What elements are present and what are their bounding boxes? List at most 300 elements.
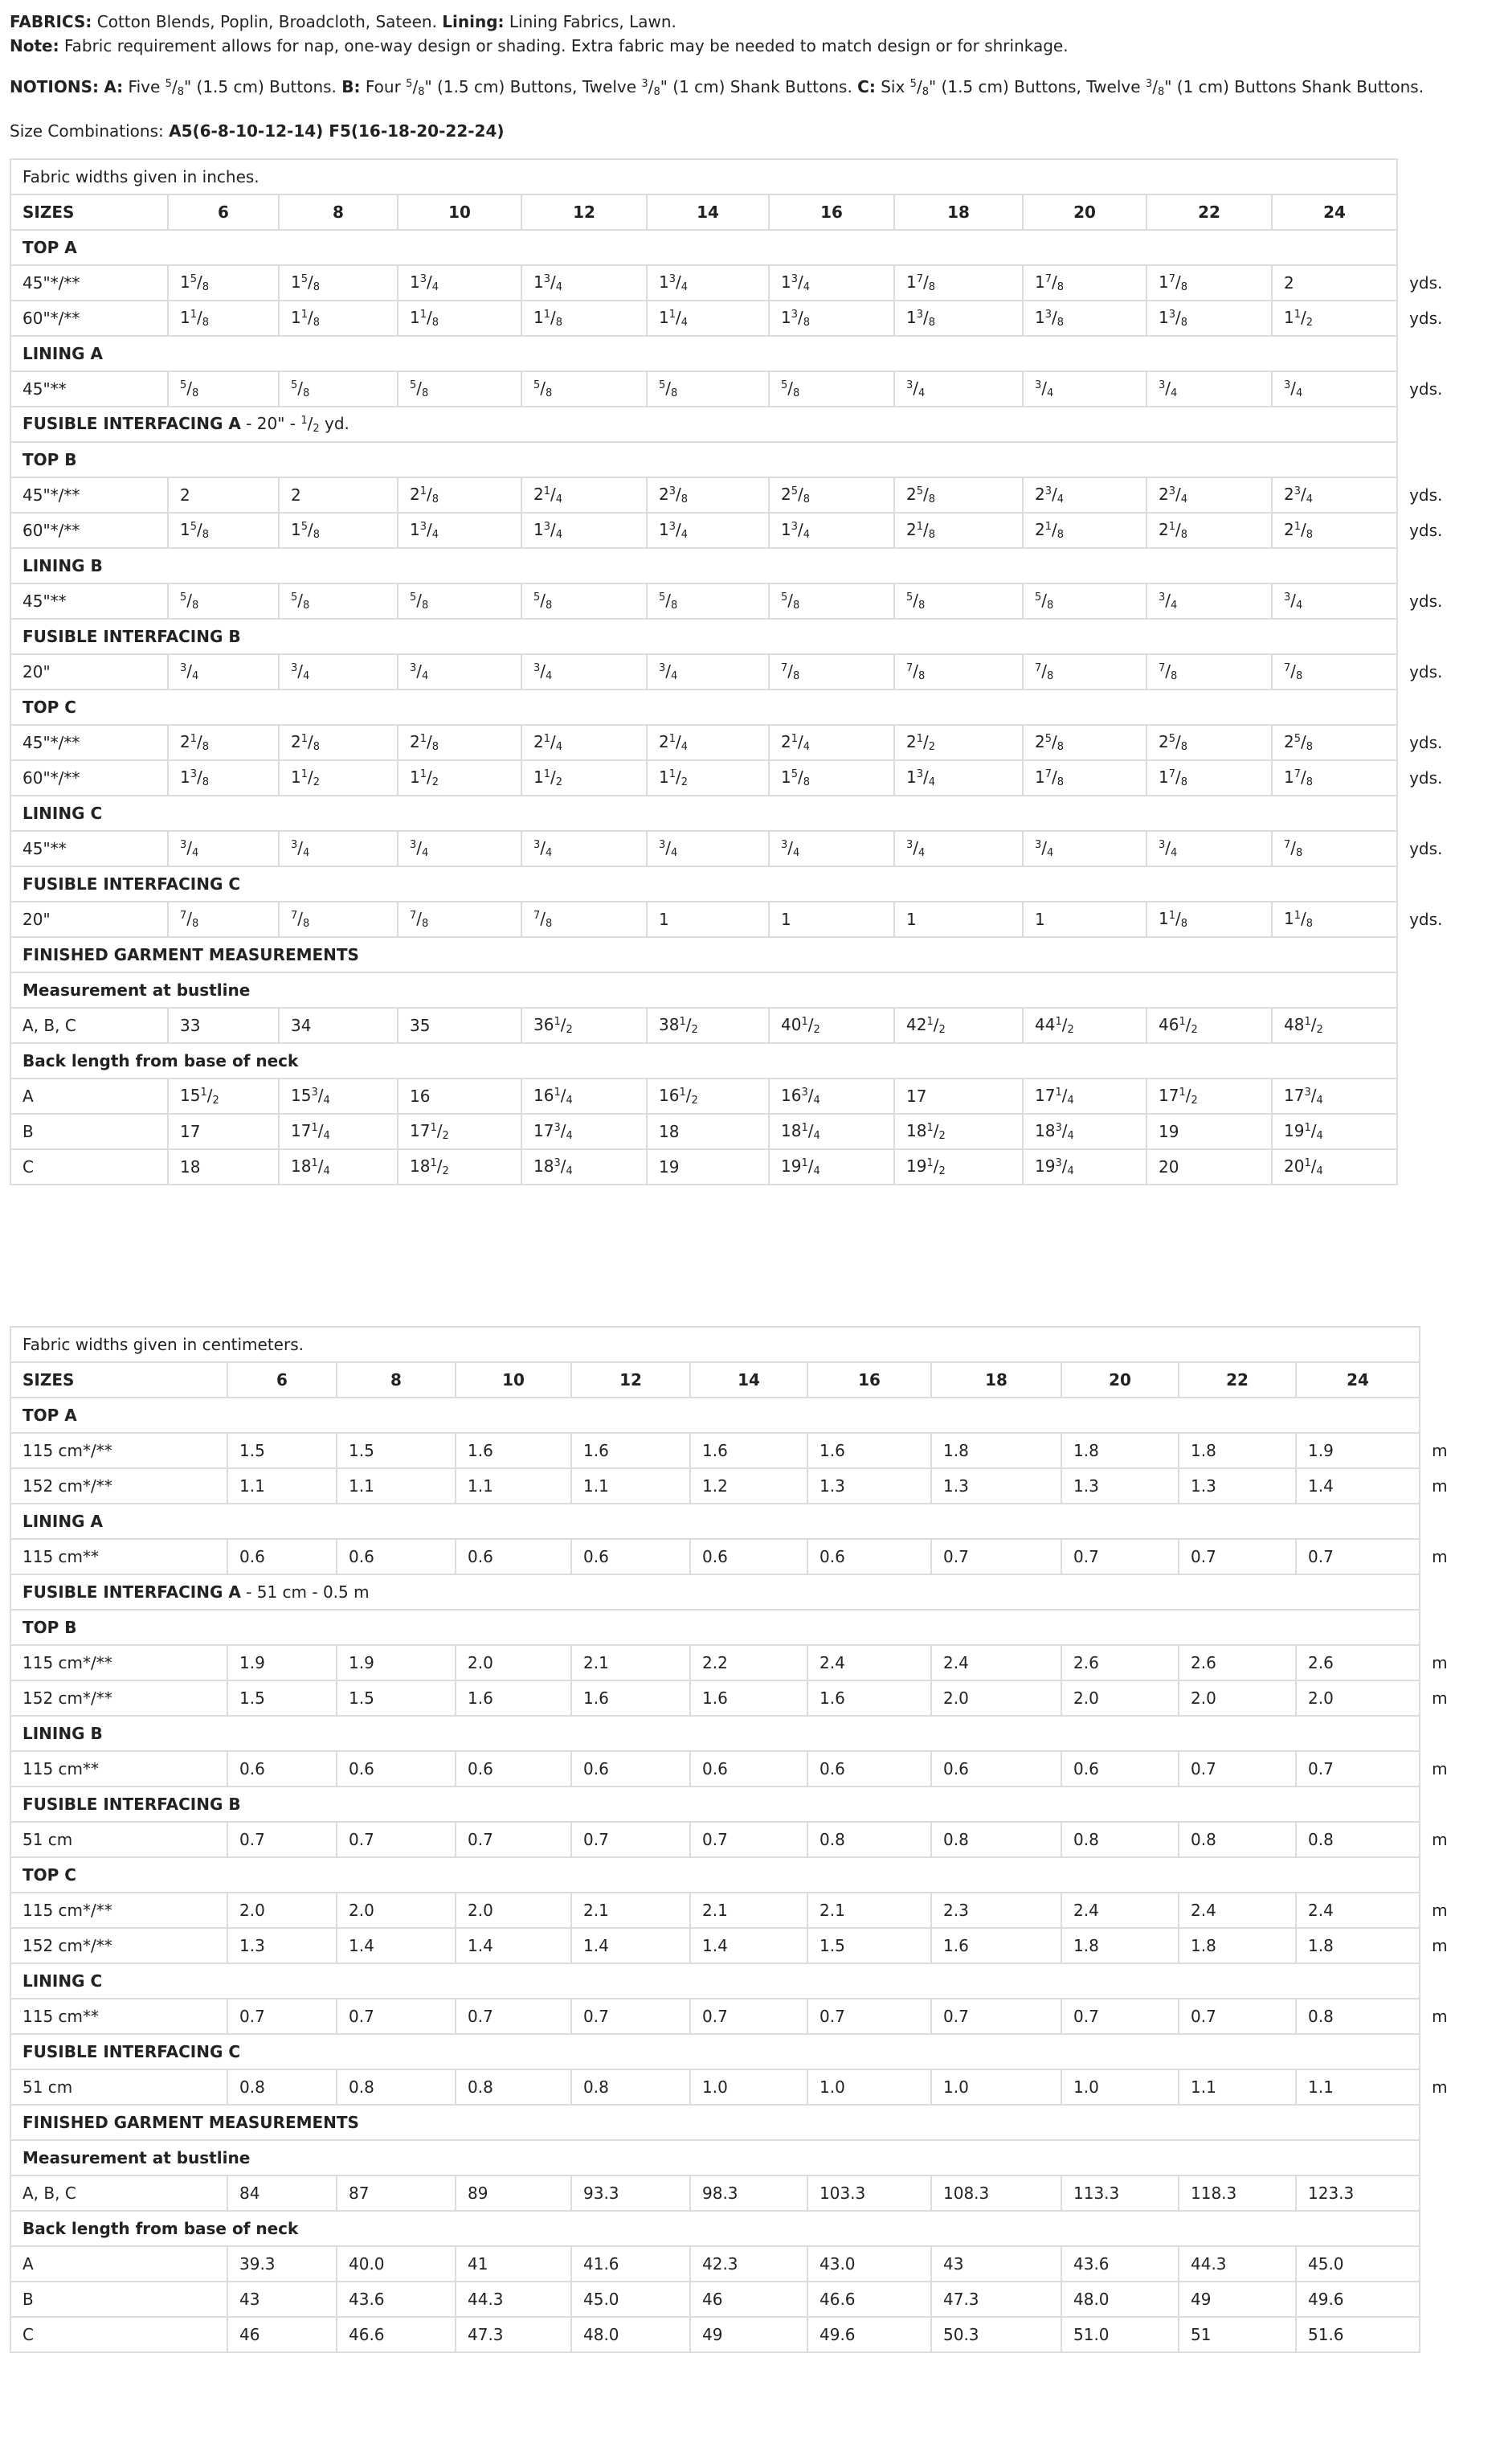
value-cell: 2.0: [1296, 1680, 1420, 1716]
value-cell: 0.8: [931, 1822, 1061, 1857]
value-cell: 0.6: [456, 1539, 571, 1574]
value-cell: 0.7: [571, 1822, 690, 1857]
value-cell: 1: [647, 902, 769, 937]
section-label: Back length from base of neck: [10, 2211, 1420, 2246]
value-cell: $2^1/_8$: [168, 725, 279, 760]
value-cell: $2^5/_8$: [1272, 725, 1397, 760]
value-cell: $2^1/_2$: [894, 725, 1023, 760]
table-row: [10, 371, 1500, 407]
value-cell: 1.3: [1061, 1468, 1179, 1504]
unit-cell: [1420, 2211, 1495, 2246]
value-cell: $1^3/_4$: [894, 760, 1023, 796]
value-cell: $1^5/_8$: [168, 265, 279, 301]
value-cell: 1.3: [227, 1928, 337, 1963]
value-cell: $18^1/_4$: [769, 1114, 894, 1149]
section-label: TOP C: [10, 1857, 1420, 1893]
row-label: B: [10, 1114, 168, 1149]
value-cell: 46: [690, 2282, 807, 2317]
value-cell: $1^3/_4$: [647, 513, 769, 548]
unit-cell: [1420, 1787, 1495, 1822]
value-cell: 51.0: [1061, 2317, 1179, 2352]
unit-cell: [1397, 159, 1500, 194]
size-combinations-line: [10, 119, 1490, 143]
value-cell: $19^3/_4$: [1023, 1149, 1146, 1185]
unit-cell: yds.: [1409, 768, 1443, 788]
value-cell: $^5/_8$: [769, 371, 894, 407]
value-cell: $^3/_4$: [521, 654, 647, 690]
value-cell: 0.7: [1061, 1999, 1179, 2034]
value-cell: $2^1/_8$: [1146, 513, 1272, 548]
row-label: C: [10, 1149, 168, 1185]
value-cell: $38^1/_2$: [647, 1008, 769, 1043]
value-cell: 49.6: [807, 2317, 931, 2352]
unit-cell: [1420, 1398, 1495, 1433]
value-cell: 17: [894, 1079, 1023, 1114]
value-cell: 0.7: [931, 1539, 1061, 1574]
value-cell: 1.4: [456, 1928, 571, 1963]
unit-cell: m: [1432, 1441, 1448, 1460]
value-cell: $15^1/_2$: [168, 1079, 279, 1114]
value-cell: $2^3/_8$: [647, 477, 769, 513]
value-cell: 1.0: [807, 2069, 931, 2105]
value-cell: 2.0: [1061, 1680, 1179, 1716]
value-cell: $^7/_8$: [398, 902, 521, 937]
unit-cell: [1397, 548, 1500, 583]
unit-cell: m: [1432, 1688, 1448, 1708]
value-cell: 2.6: [1179, 1645, 1296, 1680]
value-cell: 1.6: [690, 1680, 807, 1716]
size-column-header: 14: [647, 194, 769, 230]
value-cell: 0.6: [571, 1539, 690, 1574]
value-cell: $1^3/_4$: [769, 513, 894, 548]
value-cell: $17^3/_4$: [521, 1114, 647, 1149]
value-cell: 2.4: [1296, 1893, 1420, 1928]
value-cell: $1^1/_8$: [168, 301, 279, 336]
value-cell: $2^5/_8$: [1146, 725, 1272, 760]
value-cell: $19^1/_4$: [1272, 1114, 1397, 1149]
value-cell: $1^7/_8$: [1023, 760, 1146, 796]
row-label: 20": [10, 654, 168, 690]
table-row: [10, 1999, 1495, 2034]
value-cell: $^3/_4$: [1146, 583, 1272, 619]
value-cell: 0.8: [227, 2069, 337, 2105]
value-cell: 1.0: [931, 2069, 1061, 2105]
value-cell: $2^1/_8$: [894, 513, 1023, 548]
value-cell: 0.8: [571, 2069, 690, 2105]
value-cell: 2.6: [1296, 1645, 1420, 1680]
value-cell: 0.7: [931, 1999, 1061, 2034]
section-label: LINING C: [10, 1963, 1420, 1999]
value-cell: 2.0: [1179, 1680, 1296, 1716]
unit-cell: [1397, 336, 1500, 371]
value-cell: 0.7: [337, 1999, 456, 2034]
value-cell: $2^1/_8$: [1023, 513, 1146, 548]
row-label: 115 cm**: [10, 1999, 227, 2034]
section-row: [10, 1857, 1495, 1893]
table-row: [10, 1114, 1500, 1149]
row-label: 152 cm*/**: [10, 1680, 227, 1716]
value-cell: 0.8: [807, 1822, 931, 1857]
row-label: 60"*/**: [10, 513, 168, 548]
section-label: FUSIBLE INTERFACING B: [10, 619, 1397, 654]
value-cell: 1.1: [1179, 2069, 1296, 2105]
value-cell: $1^3/_4$: [398, 265, 521, 301]
unit-cell: [1420, 1610, 1495, 1645]
unit-cell: yds.: [1409, 309, 1443, 328]
unit-cell: [1420, 2034, 1495, 2069]
value-cell: $1^3/_4$: [769, 265, 894, 301]
section-label: LINING A: [10, 336, 1397, 371]
value-cell: $^5/_8$: [1023, 583, 1146, 619]
size-combinations-text: A5(6-8-10-12-14) F5(16-18-20-22-24): [169, 121, 505, 141]
value-cell: 98.3: [690, 2175, 807, 2211]
unit-cell: m: [1432, 1830, 1448, 1849]
unit-cell: [1397, 442, 1500, 477]
value-cell: $^7/_8$: [279, 902, 398, 937]
value-cell: $^5/_8$: [398, 371, 521, 407]
value-cell: $2^1/_8$: [279, 725, 398, 760]
row-label: 115 cm*/**: [10, 1433, 227, 1468]
value-cell: 49.6: [1296, 2282, 1420, 2317]
value-cell: 2.0: [227, 1893, 337, 1928]
value-cell: $19^1/_2$: [894, 1149, 1023, 1185]
value-cell: 1.6: [807, 1433, 931, 1468]
table-row: [10, 1433, 1495, 1468]
value-cell: 2.4: [807, 1645, 931, 1680]
row-label: 152 cm*/**: [10, 1928, 227, 1963]
unit-cell: [1420, 2140, 1495, 2175]
value-cell: $1^3/_8$: [1023, 301, 1146, 336]
sizes-header: SIZES: [10, 1362, 227, 1398]
value-cell: 2.3: [931, 1893, 1061, 1928]
section-label: Measurement at bustline: [10, 972, 1397, 1008]
note-text: Fabric requirement allows for nap, one-way design or shading. Extra fabric may be needed to match design or for shrinkage.: [63, 36, 1069, 55]
value-cell: $1^1/_2$: [647, 760, 769, 796]
value-cell: 0.6: [690, 1751, 807, 1787]
value-cell: 2.1: [571, 1893, 690, 1928]
value-cell: $^3/_4$: [521, 831, 647, 866]
value-cell: 0.6: [1061, 1751, 1179, 1787]
value-cell: 18: [647, 1114, 769, 1149]
value-cell: 1.9: [1296, 1433, 1420, 1468]
section-row: [10, 1787, 1495, 1822]
unit-cell: yds.: [1409, 910, 1443, 929]
table-caption: Fabric widths given in centimeters.: [10, 1327, 1420, 1362]
value-cell: $1^3/_4$: [521, 265, 647, 301]
value-cell: 1.3: [1179, 1468, 1296, 1504]
table-row: [10, 654, 1500, 690]
section-row: [10, 442, 1500, 477]
unit-cell: [1420, 1857, 1495, 1893]
value-cell: $1^3/_4$: [647, 265, 769, 301]
value-cell: $^5/_8$: [521, 371, 647, 407]
unit-cell: [1397, 690, 1500, 725]
value-cell: $2^3/_4$: [1272, 477, 1397, 513]
size-column-header: 18: [931, 1362, 1061, 1398]
table-row: [10, 301, 1500, 336]
value-cell: $1^3/_4$: [521, 513, 647, 548]
value-cell: 1: [894, 902, 1023, 937]
table-row: [10, 2069, 1495, 2105]
value-cell: $^3/_4$: [1023, 371, 1146, 407]
value-cell: $16^3/_4$: [769, 1079, 894, 1114]
section-row: [10, 1574, 1495, 1610]
value-cell: 0.6: [456, 1751, 571, 1787]
table-row: [10, 1079, 1500, 1114]
value-cell: 0.8: [1061, 1822, 1179, 1857]
unit-cell: [1420, 1327, 1495, 1362]
section-suffix: - 20" - $^1/_2$ yd.: [240, 414, 349, 435]
value-cell: $^7/_8$: [1272, 831, 1397, 866]
value-cell: 1.3: [931, 1468, 1061, 1504]
value-cell: 1.6: [456, 1433, 571, 1468]
section-label: LINING B: [10, 548, 1397, 583]
unit-cell: [1420, 2105, 1495, 2140]
value-cell: $1^1/_8$: [279, 301, 398, 336]
size-column-header: 16: [807, 1362, 931, 1398]
table-row: [10, 2175, 1495, 2211]
value-cell: 0.6: [571, 1751, 690, 1787]
unit-cell: [1397, 407, 1500, 442]
value-cell: $1^7/_8$: [1146, 265, 1272, 301]
table-row: [10, 1149, 1500, 1185]
value-cell: $1^5/_8$: [279, 265, 398, 301]
value-cell: $^3/_4$: [894, 371, 1023, 407]
section-row: [10, 1398, 1495, 1433]
row-label: 45"*/**: [10, 265, 168, 301]
size-column-header: 18: [894, 194, 1023, 230]
value-cell: 123.3: [1296, 2175, 1420, 2211]
section-row: [10, 937, 1500, 972]
section-label: LINING B: [10, 1716, 1420, 1751]
unit-cell: m: [1432, 1936, 1448, 1955]
size-column-header: 6: [168, 194, 279, 230]
value-cell: 1.2: [690, 1468, 807, 1504]
row-label: 60"*/**: [10, 301, 168, 336]
value-cell: 45.0: [571, 2282, 690, 2317]
value-cell: $18^3/_4$: [1023, 1114, 1146, 1149]
value-cell: $^3/_4$: [398, 831, 521, 866]
row-label: 45"**: [10, 831, 168, 866]
table-row: [10, 477, 1500, 513]
value-cell: 0.6: [690, 1539, 807, 1574]
value-cell: $18^1/_4$: [279, 1149, 398, 1185]
value-cell: 0.6: [337, 1751, 456, 1787]
row-label: B: [10, 2282, 227, 2317]
value-cell: 0.8: [456, 2069, 571, 2105]
unit-cell: [1397, 866, 1500, 902]
unit-cell: yds.: [1409, 839, 1443, 858]
unit-cell: [1397, 1149, 1500, 1185]
value-cell: 1.0: [1061, 2069, 1179, 2105]
notions-c-label: C:: [857, 77, 876, 96]
value-cell: $17^3/_4$: [1272, 1079, 1397, 1114]
value-cell: 34: [279, 1008, 398, 1043]
value-cell: 1.1: [337, 1468, 456, 1504]
size-column-header: 14: [690, 1362, 807, 1398]
note-line: [10, 34, 1490, 58]
value-cell: $^3/_4$: [279, 831, 398, 866]
lining-text: Lining Fabrics, Lawn.: [509, 12, 676, 31]
value-cell: $2^5/_8$: [894, 477, 1023, 513]
value-cell: $^3/_4$: [1146, 371, 1272, 407]
value-cell: $44^1/_2$: [1023, 1008, 1146, 1043]
value-cell: 1.8: [1296, 1928, 1420, 1963]
section-row: [10, 2211, 1495, 2246]
unit-cell: [1397, 937, 1500, 972]
value-cell: 49: [690, 2317, 807, 2352]
value-cell: 45.0: [1296, 2246, 1420, 2282]
unit-cell: [1397, 230, 1500, 265]
section-label: FINISHED GARMENT MEASUREMENTS: [10, 937, 1397, 972]
value-cell: 1.1: [227, 1468, 337, 1504]
value-cell: $1^7/_8$: [1146, 760, 1272, 796]
value-cell: $1^1/_8$: [1146, 902, 1272, 937]
section-row: [10, 1043, 1500, 1079]
table-row: [10, 1680, 1495, 1716]
table-caption: Fabric widths given in inches.: [10, 159, 1397, 194]
value-cell: $19^1/_4$: [769, 1149, 894, 1185]
value-cell: $^7/_8$: [1023, 654, 1146, 690]
value-cell: 35: [398, 1008, 521, 1043]
value-cell: 108.3: [931, 2175, 1061, 2211]
unit-cell: [1420, 2317, 1495, 2352]
unit-cell: yds.: [1409, 521, 1443, 540]
value-cell: 2.1: [571, 1645, 690, 1680]
value-cell: 1.8: [931, 1433, 1061, 1468]
unit-cell: [1397, 1079, 1500, 1114]
value-cell: 2: [1272, 265, 1397, 301]
row-label: 45"**: [10, 583, 168, 619]
value-cell: 1.3: [807, 1468, 931, 1504]
value-cell: $46^1/_2$: [1146, 1008, 1272, 1043]
value-cell: $^3/_4$: [168, 654, 279, 690]
value-cell: 103.3: [807, 2175, 931, 2211]
value-cell: $^5/_8$: [168, 371, 279, 407]
value-cell: 0.7: [227, 1999, 337, 2034]
unit-cell: [1420, 2246, 1495, 2282]
value-cell: 20: [1146, 1149, 1272, 1185]
size-column-header: 20: [1023, 194, 1146, 230]
value-cell: 0.7: [690, 1999, 807, 2034]
unit-cell: [1397, 972, 1500, 1008]
table-header-row: [10, 194, 1500, 230]
table-row: [10, 2317, 1495, 2352]
value-cell: $17^1/_2$: [1146, 1079, 1272, 1114]
value-cell: $20^1/_4$: [1272, 1149, 1397, 1185]
section-row: [10, 796, 1500, 831]
value-cell: 44.3: [456, 2282, 571, 2317]
inch-size-table: [10, 158, 1500, 1185]
section-label: FUSIBLE INTERFACING C: [10, 866, 1397, 902]
value-cell: 1.5: [337, 1433, 456, 1468]
value-cell: 1.8: [1179, 1433, 1296, 1468]
value-cell: 2.0: [456, 1893, 571, 1928]
row-label: A, B, C: [10, 1008, 168, 1043]
notions-b-text: Four $^5/_8$" (1.5 cm) Buttons, Twelve $^3/_8$" (1 cm) Shank Buttons.: [365, 77, 852, 98]
value-cell: 0.7: [456, 1822, 571, 1857]
size-column-header: 22: [1179, 1362, 1296, 1398]
value-cell: $^7/_8$: [521, 902, 647, 937]
size-column-header: 12: [571, 1362, 690, 1398]
unit-cell: [1420, 1574, 1495, 1610]
table-caption-row: [10, 159, 1500, 194]
value-cell: $^3/_4$: [647, 654, 769, 690]
unit-cell: [1420, 1963, 1495, 1999]
value-cell: 51: [1179, 2317, 1296, 2352]
unit-cell: [1397, 1114, 1500, 1149]
value-cell: $1^5/_8$: [769, 760, 894, 796]
value-cell: $1^1/_2$: [279, 760, 398, 796]
value-cell: 113.3: [1061, 2175, 1179, 2211]
section-row: [10, 336, 1500, 371]
notions-c-text: Six $^5/_8$" (1.5 cm) Buttons, Twelve $^3/_8$" (1 cm) Buttons Shank Buttons.: [881, 77, 1424, 98]
unit-cell: yds.: [1409, 591, 1443, 611]
value-cell: $^5/_8$: [398, 583, 521, 619]
value-cell: 1.5: [337, 1680, 456, 1716]
value-cell: $2^1/_4$: [521, 725, 647, 760]
value-cell: 2.0: [931, 1680, 1061, 1716]
value-cell: 1.4: [690, 1928, 807, 1963]
value-cell: 0.7: [1179, 1751, 1296, 1787]
row-label: 60"*/**: [10, 760, 168, 796]
value-cell: $2^1/_4$: [647, 725, 769, 760]
table-row: [10, 1468, 1495, 1504]
table-row: [10, 2246, 1495, 2282]
unit-cell: yds.: [1409, 733, 1443, 752]
value-cell: 40.0: [337, 2246, 456, 2282]
section-row: [10, 1716, 1495, 1751]
section-row: [10, 1963, 1495, 1999]
value-cell: $^7/_8$: [1272, 654, 1397, 690]
section-label: TOP B: [10, 1610, 1420, 1645]
value-cell: 1.5: [227, 1680, 337, 1716]
section-label: FUSIBLE INTERFACING A - 51 cm - 0.5 m: [10, 1574, 1420, 1610]
value-cell: 0.7: [227, 1822, 337, 1857]
value-cell: 1.6: [571, 1433, 690, 1468]
row-label: A: [10, 1079, 168, 1114]
section-row: [10, 407, 1500, 442]
value-cell: 0.7: [1179, 1539, 1296, 1574]
unit-cell: [1420, 2175, 1495, 2211]
row-label: 45"*/**: [10, 725, 168, 760]
value-cell: 2.4: [1179, 1893, 1296, 1928]
value-cell: $^3/_4$: [1272, 371, 1397, 407]
table-row: [10, 1928, 1495, 1963]
value-cell: $1^1/_2$: [398, 760, 521, 796]
row-label: 115 cm**: [10, 1539, 227, 1574]
table-row: [10, 902, 1500, 937]
note-label: Note:: [10, 36, 59, 55]
table-row: [10, 2282, 1495, 2317]
value-cell: $17^1/_2$: [398, 1114, 521, 1149]
section-label: FUSIBLE INTERFACING C: [10, 2034, 1420, 2069]
table-row: [10, 831, 1500, 866]
unit-cell: [1397, 796, 1500, 831]
cm-size-table: [10, 1326, 1496, 2353]
value-cell: 0.7: [337, 1822, 456, 1857]
value-cell: 1.9: [337, 1645, 456, 1680]
section-label: TOP A: [10, 230, 1397, 265]
unit-cell: [1397, 619, 1500, 654]
value-cell: $^5/_8$: [647, 583, 769, 619]
unit-cell: [1420, 2282, 1495, 2317]
value-cell: $16^1/_2$: [647, 1079, 769, 1114]
section-row: [10, 548, 1500, 583]
value-cell: $2^3/_4$: [1023, 477, 1146, 513]
value-cell: 46: [227, 2317, 337, 2352]
value-cell: 2.0: [337, 1893, 456, 1928]
